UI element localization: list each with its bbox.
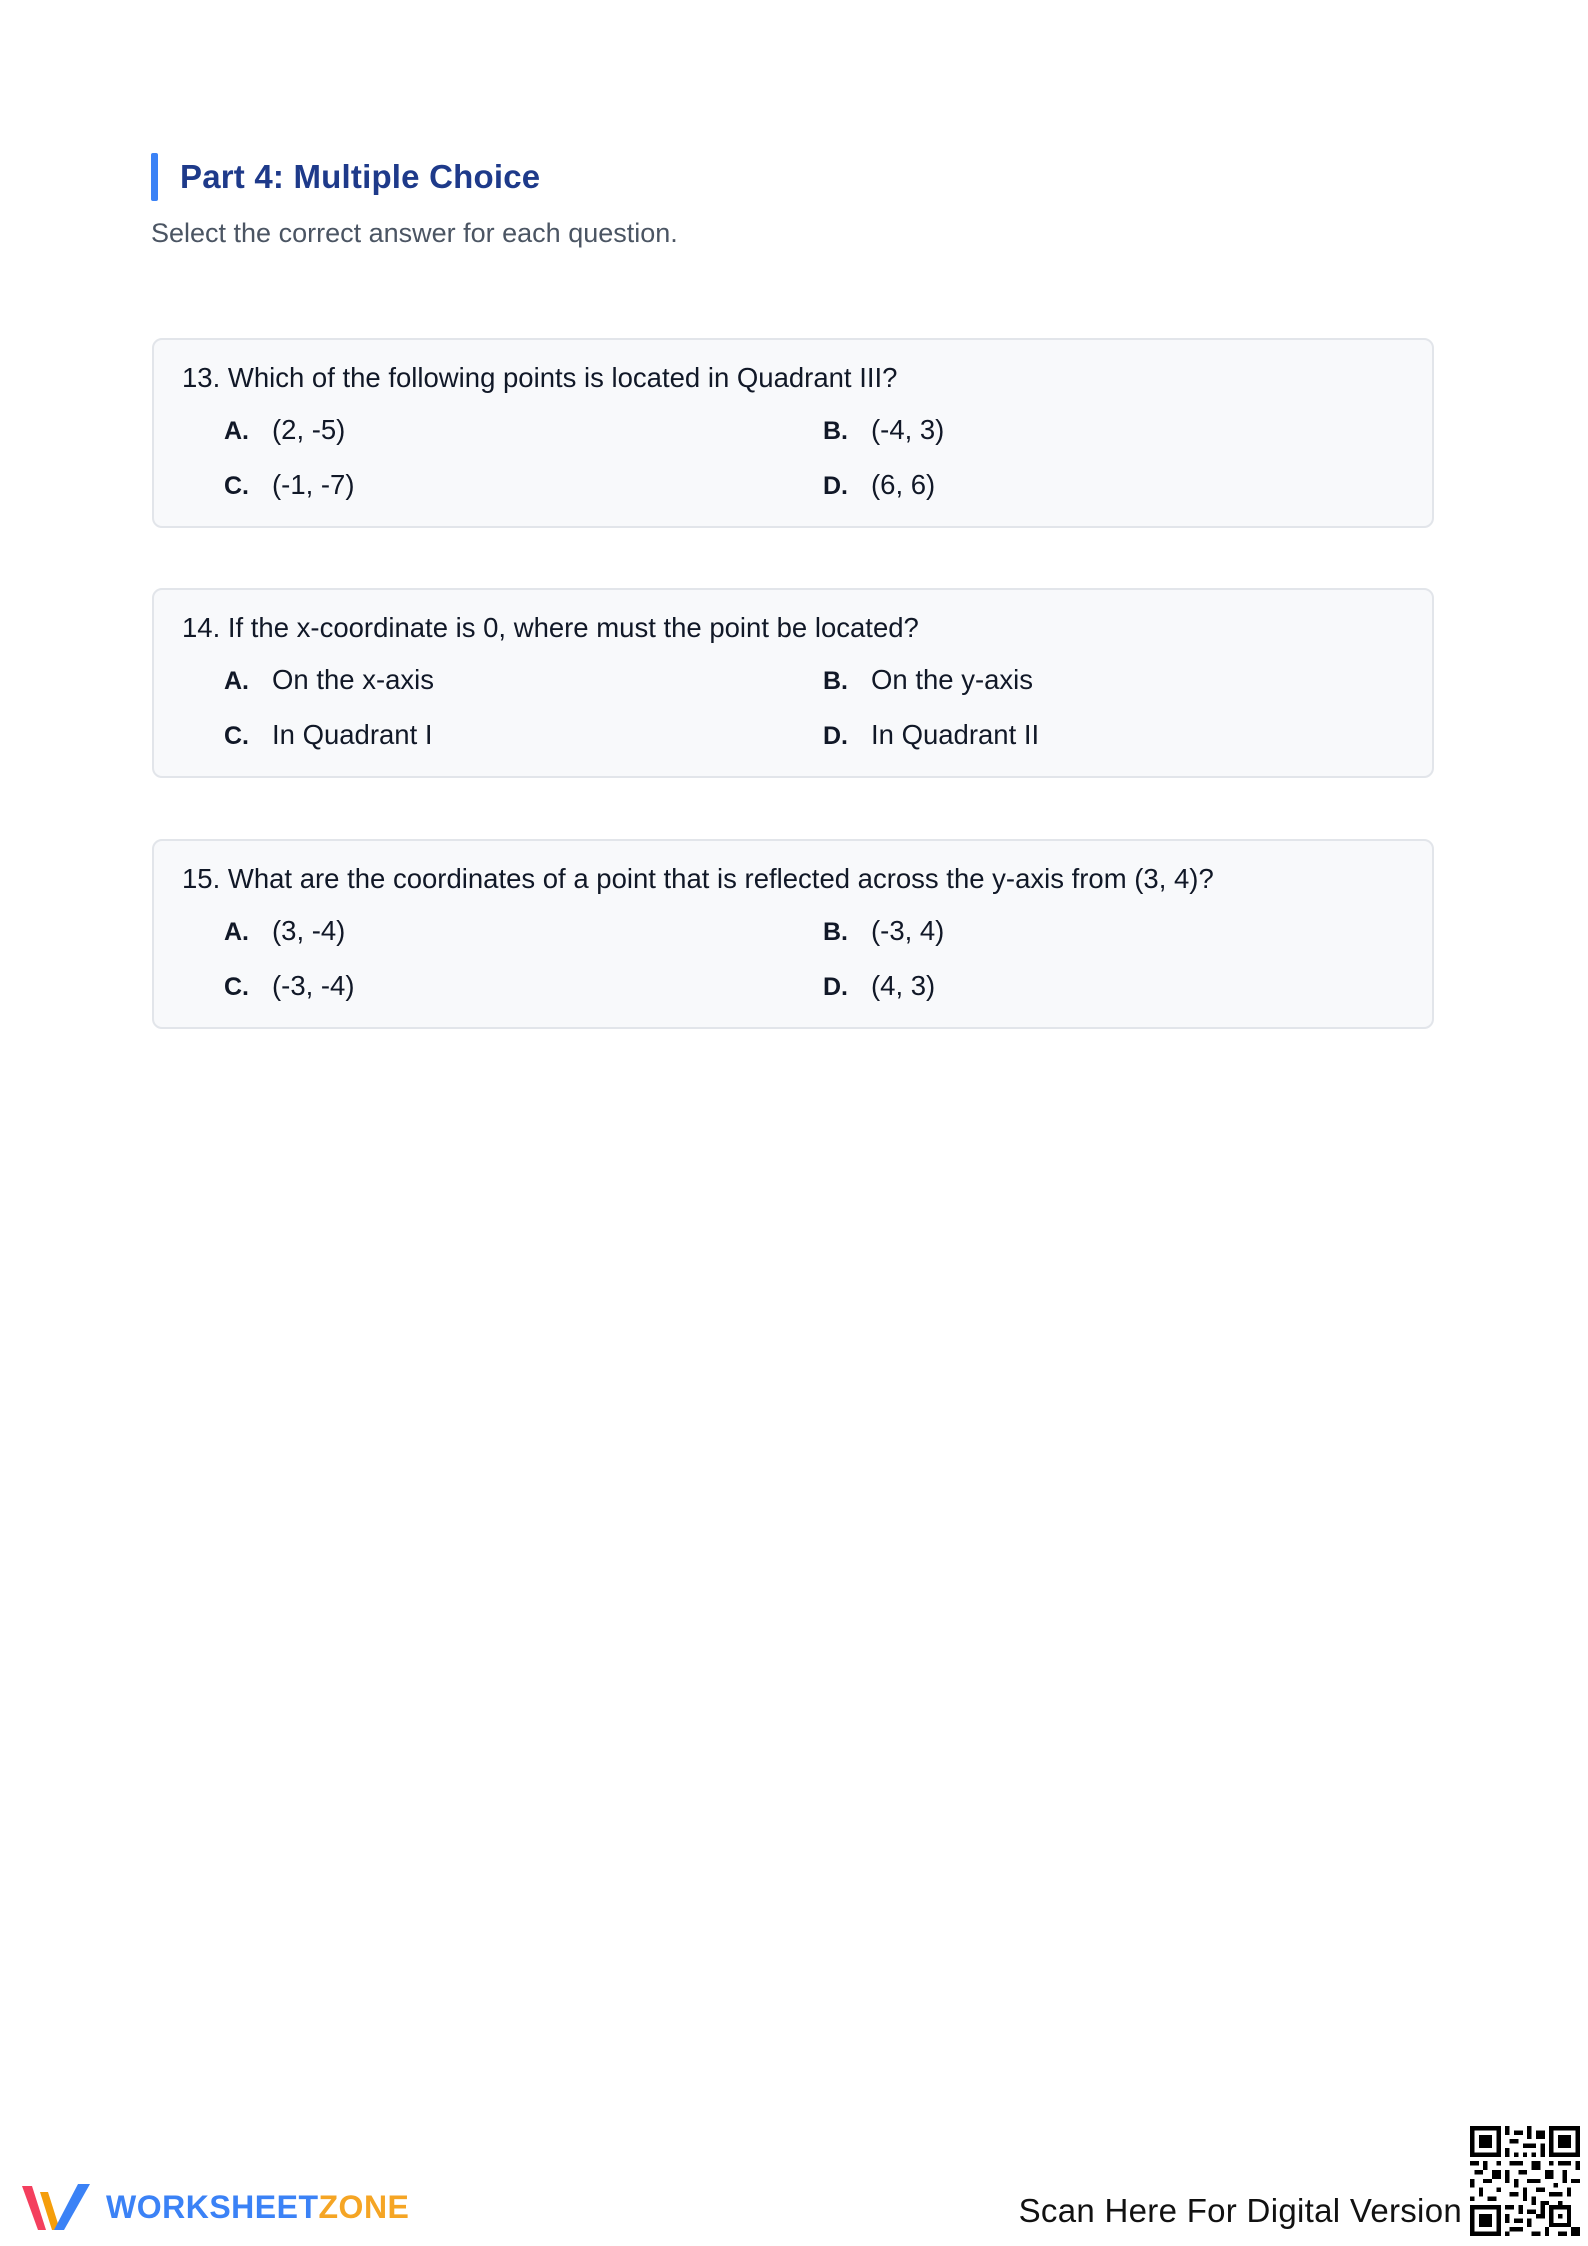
option-letter: B.: [823, 667, 848, 695]
question-text: 13. Which of the following points is located in Quadrant III?: [182, 362, 898, 393]
logo-text-zone: ZONE: [318, 2188, 410, 2225]
option-text: (2, -5): [272, 414, 346, 445]
option-letter: A.: [224, 918, 249, 946]
option-text: On the x-axis: [272, 664, 435, 695]
option-a[interactable]: [224, 664, 434, 696]
logo-wordmark: [106, 2189, 409, 2226]
option-c[interactable]: [224, 970, 355, 1002]
option-b[interactable]: [823, 664, 1033, 696]
question-text: 15. What are the coordinates of a point that is reflected across the y-axis from (3, 4)?: [182, 863, 1214, 894]
section-accent-bar: [151, 153, 158, 201]
section-header: [151, 153, 540, 201]
option-d[interactable]: [823, 970, 935, 1002]
option-letter: C.: [224, 472, 249, 500]
option-d[interactable]: [823, 719, 1039, 751]
question-card-15: [152, 839, 1434, 1029]
option-letter: D.: [823, 973, 848, 1001]
option-letter: D.: [823, 722, 848, 750]
option-b[interactable]: [823, 414, 944, 446]
worksheetzone-logo-icon: [18, 2178, 94, 2236]
option-text: (-1, -7): [272, 469, 355, 500]
option-letter: B.: [823, 417, 848, 445]
option-text: In Quadrant I: [272, 719, 433, 750]
option-c[interactable]: [224, 719, 433, 751]
option-c[interactable]: [224, 469, 355, 501]
section-instructions: Select the correct answer for each question.: [151, 218, 678, 248]
option-letter: C.: [224, 973, 249, 1001]
option-text: (-3, 4): [871, 915, 945, 946]
question-card-13: [152, 338, 1434, 528]
section-title: Part 4: Multiple Choice: [180, 158, 541, 195]
option-d[interactable]: [823, 469, 935, 501]
worksheetzone-logo[interactable]: [18, 2178, 409, 2236]
option-text: (-3, -4): [272, 970, 355, 1001]
option-letter: C.: [224, 722, 249, 750]
option-text: On the y-axis: [871, 664, 1034, 695]
option-letter: B.: [823, 918, 848, 946]
option-text: (4, 3): [871, 970, 936, 1001]
option-text: (6, 6): [871, 469, 936, 500]
option-b[interactable]: [823, 915, 944, 947]
scan-caption: Scan Here For Digital Version: [1018, 2192, 1462, 2229]
logo-text-worksheet: WORKSHEET: [106, 2188, 319, 2225]
option-letter: A.: [224, 667, 249, 695]
qr-code-icon[interactable]: [1470, 2126, 1580, 2236]
option-text: (3, -4): [272, 915, 346, 946]
option-letter: D.: [823, 472, 848, 500]
option-letter: A.: [224, 417, 249, 445]
option-text: (-4, 3): [871, 414, 945, 445]
option-a[interactable]: [224, 414, 345, 446]
question-card-14: [152, 588, 1434, 778]
option-text: In Quadrant II: [871, 719, 1040, 750]
question-text: 14. If the x-coordinate is 0, where must the point be located?: [182, 612, 919, 643]
option-a[interactable]: [224, 915, 345, 947]
